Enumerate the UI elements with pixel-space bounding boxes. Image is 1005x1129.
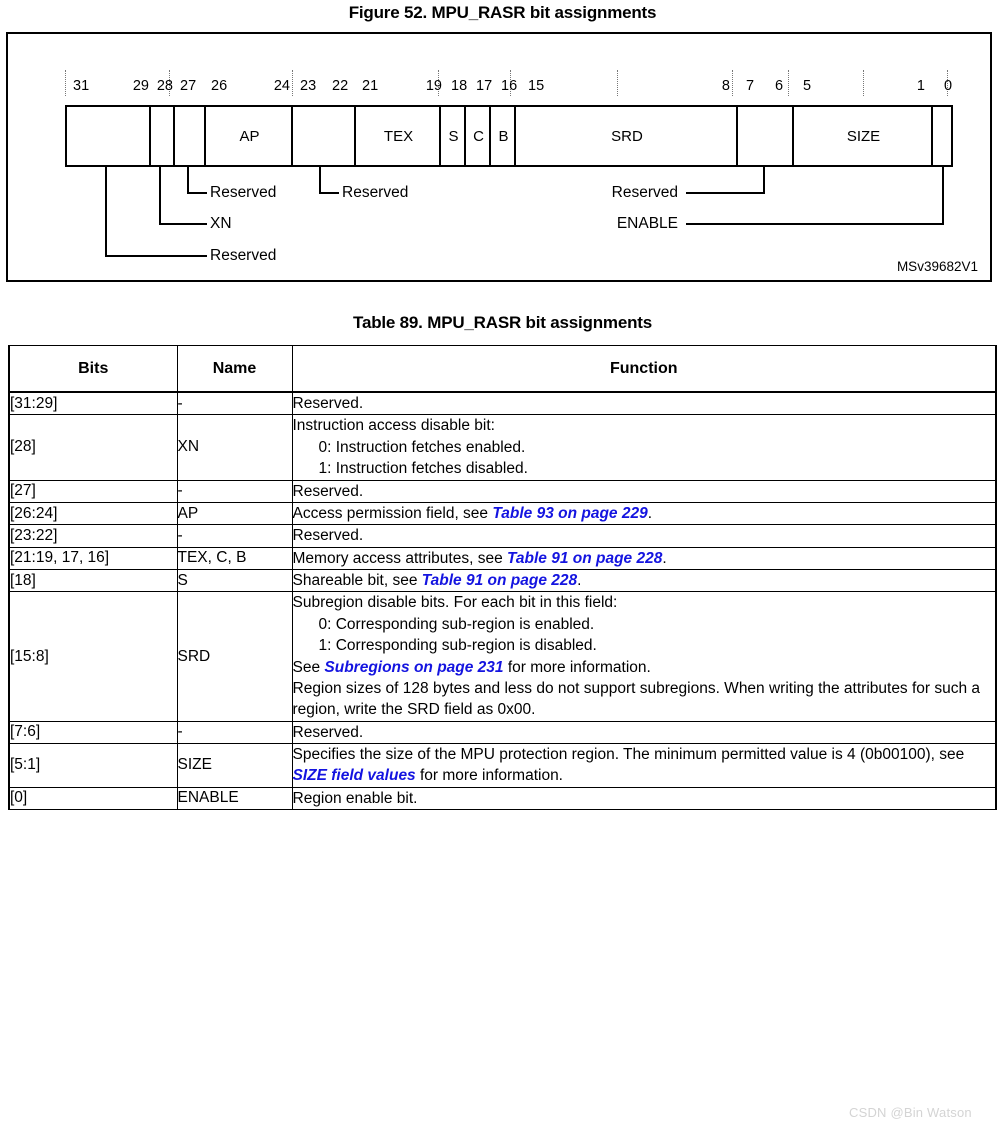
cell-separator [173, 105, 175, 167]
table-row [9, 415, 996, 480]
cross-reference-link[interactable]: Table 93 on page 229 [492, 504, 648, 522]
bit-number-17: 17 [476, 78, 493, 94]
cell-name: ENABLE [177, 787, 292, 809]
function-line: Shareable bit, see Table 91 on page 228. [292, 572, 582, 589]
function-line: Instruction access disable bit: [292, 417, 495, 435]
column-header-function: Function [292, 346, 996, 393]
leader-line-xn [159, 223, 207, 225]
cell-separator [149, 105, 151, 167]
cell-bits: [28] [9, 415, 177, 480]
annotation-label-enable: ENABLE [616, 215, 678, 232]
cell-bits: [18] [9, 570, 177, 592]
bit-number-26: 26 [211, 78, 228, 94]
leader-line-reserved-27 [187, 192, 207, 194]
cell-bits: [0] [9, 787, 177, 809]
cell-name: - [177, 721, 292, 743]
cell-name: - [177, 392, 292, 415]
leader-line-reserved-27 [187, 167, 189, 192]
cell-function [292, 502, 996, 524]
bit-number-21: 21 [362, 78, 379, 94]
cell-name: XN [177, 415, 292, 480]
boundary-tick [65, 70, 67, 96]
cell-name: - [177, 525, 292, 547]
register-field-tex: TEX [383, 128, 414, 145]
register-field-s: S [448, 128, 459, 145]
function-line: Subregion disable bits. For each bit in this field: [292, 594, 618, 612]
bit-number-29: 29 [132, 78, 149, 94]
cell-name: SIZE [177, 744, 292, 788]
function-sub-line: 1: Corresponding sub-region is disabled. [318, 637, 597, 655]
cell-function [292, 547, 996, 569]
leader-line-reserved-23-22 [319, 192, 339, 194]
annotation-label-reserved-23-22: Reserved [342, 184, 409, 201]
cell-name: - [177, 480, 292, 502]
cell-function [292, 744, 996, 788]
cross-reference-link[interactable]: SIZE field values [292, 767, 416, 785]
cross-reference-link[interactable]: Table 91 on page 228 [421, 572, 578, 589]
column-header-name: Name [177, 346, 292, 393]
figure-identifier: MSv39682V1 [896, 259, 978, 274]
bit-number-1: 1 [916, 78, 925, 94]
cell-function [292, 415, 996, 480]
table-row [9, 547, 996, 569]
cell-bits: [21:19, 17, 16] [9, 547, 177, 569]
table-row [9, 392, 996, 415]
cross-reference-link[interactable]: Subregions on page 231 [324, 658, 504, 676]
function-line: See Subregions on page 231 for more information. [292, 658, 651, 676]
function-line: Reserved. [292, 723, 364, 741]
function-sub-line: 1: Instruction fetches disabled. [318, 460, 528, 478]
cell-function [292, 525, 996, 547]
cell-function [292, 480, 996, 502]
leader-line-enable [686, 223, 944, 225]
bit-number-16: 16 [501, 78, 518, 94]
bit-number-0: 0 [944, 78, 953, 94]
annotation-label-reserved-7-6: Reserved [611, 184, 678, 201]
bit-number-19: 19 [425, 78, 442, 94]
table-row [9, 480, 996, 502]
boundary-tick [292, 70, 294, 96]
bit-number-28: 28 [156, 78, 173, 94]
bit-number-27: 27 [180, 78, 197, 94]
bit-number-31: 31 [73, 78, 90, 94]
table-row [9, 592, 996, 721]
leader-line-enable [942, 167, 944, 223]
boundary-tick [788, 70, 790, 96]
cell-name: S [177, 570, 292, 592]
cell-bits: [27] [9, 480, 177, 502]
boundary-tick [617, 70, 619, 96]
table-row [9, 721, 996, 743]
annotation-label-xn: XN [210, 215, 232, 232]
cell-bits: [5:1] [9, 744, 177, 788]
annotation-label-reserved-27: Reserved [210, 184, 277, 201]
function-line: Reserved. [292, 395, 364, 412]
figure-diagram [6, 32, 992, 282]
register-field-ap: AP [239, 128, 260, 145]
table-title: Table 89. MPU_RASR bit assignments [353, 313, 652, 332]
cell-bits: [31:29] [9, 392, 177, 415]
leader-line-reserved-31-29 [105, 255, 207, 257]
bit-number-5: 5 [803, 78, 812, 94]
table-row [9, 502, 996, 524]
table-body [9, 392, 996, 810]
function-line: Specifies the size of the MPU protection region. The minimum permitted value is 4 (0b00100), see SIZE field values for more information. [292, 746, 965, 785]
function-line: Region enable bit. [292, 789, 418, 807]
cell-function [292, 721, 996, 743]
function-sub-line: 0: Instruction fetches enabled. [318, 438, 526, 456]
cell-function [292, 787, 996, 809]
register-field-srd: SRD [611, 128, 643, 145]
annotation-label-reserved-31-29: Reserved [210, 247, 277, 264]
column-header-bits: Bits [9, 346, 177, 393]
bit-number-24: 24 [273, 78, 290, 94]
boundary-tick [863, 70, 865, 96]
cell-bits: [26:24] [9, 502, 177, 524]
table-row [9, 570, 996, 592]
watermark: CSDN @Bin Watson [849, 1105, 972, 1120]
figure-title: Figure 52. MPU_RASR bit assignments [348, 3, 657, 22]
function-line: Memory access attributes, see Table 91 on page 228. [292, 549, 667, 567]
function-line: Reserved. [292, 527, 364, 545]
register-field-b: B [498, 128, 509, 145]
cross-reference-link[interactable]: Table 91 on page 228 [507, 549, 663, 567]
table-row [9, 787, 996, 809]
cell-bits: [15:8] [9, 592, 177, 721]
leader-line-reserved-23-22 [319, 167, 321, 192]
cell-name: AP [177, 502, 292, 524]
boundary-tick [732, 70, 734, 96]
register-field-c: C [473, 128, 484, 145]
bit-assignments-table [8, 345, 997, 810]
bit-number-6: 6 [775, 78, 784, 94]
cell-name: SRD [177, 592, 292, 721]
cell-function [292, 570, 996, 592]
bit-number-23: 23 [300, 78, 317, 94]
leader-line-reserved-31-29 [105, 167, 107, 255]
bit-number-18: 18 [451, 78, 468, 94]
cell-name: TEX, C, B [177, 547, 292, 569]
cell-bits: [7:6] [9, 721, 177, 743]
leader-line-reserved-7-6 [686, 192, 765, 194]
cell-function [292, 392, 996, 415]
register-field-size: SIZE [846, 128, 881, 145]
function-line: Access permission field, see Table 93 on page 229. [292, 504, 653, 522]
function-line: Reserved. [292, 482, 364, 500]
function-sub-line: 0: Corresponding sub-region is enabled. [318, 615, 595, 633]
table-row [9, 525, 996, 547]
cell-bits: [23:22] [9, 525, 177, 547]
cell-function [292, 592, 996, 721]
bit-number-22: 22 [332, 78, 349, 94]
table-header-row [9, 346, 996, 393]
bit-number-15: 15 [528, 78, 545, 94]
bit-number-8: 8 [721, 78, 730, 94]
leader-line-xn [159, 167, 161, 223]
bit-number-7: 7 [746, 78, 755, 94]
function-line: Region sizes of 128 bytes and less do not support subregions. When writing the attributes for such a region, write the SRD field as 0x00. [292, 679, 981, 719]
leader-line-reserved-7-6 [763, 167, 765, 192]
table-row [9, 744, 996, 788]
